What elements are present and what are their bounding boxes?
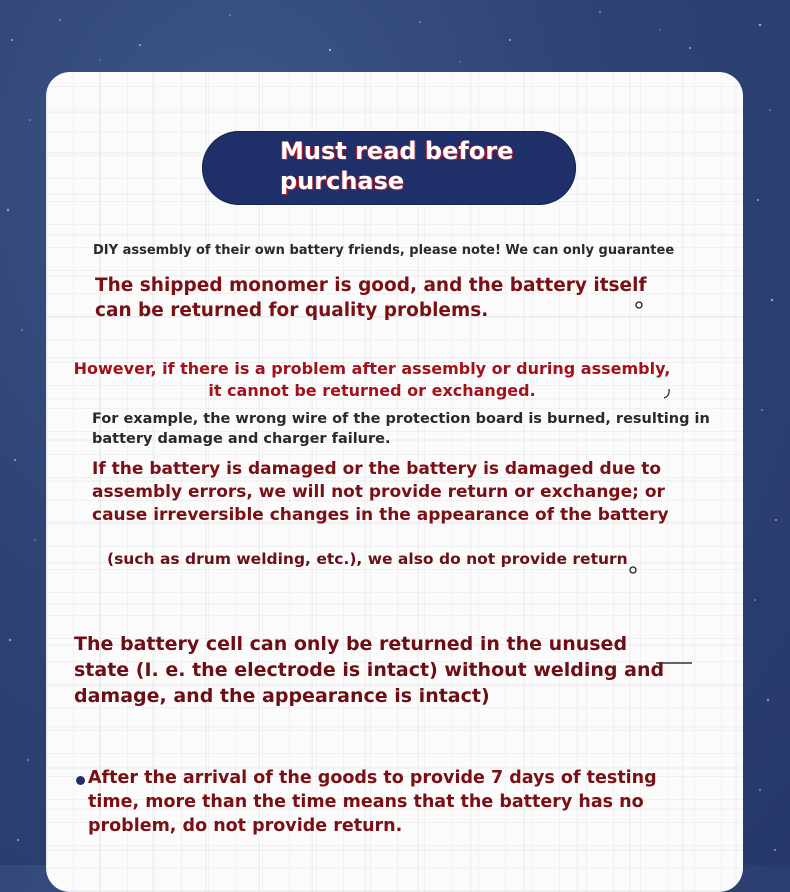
guarantee-text: The shipped monomer is good, and the battery itself can be returned for quality problems. xyxy=(95,275,647,321)
small-circle-mark xyxy=(634,300,644,310)
intro-text: DIY assembly of their own battery friends, please note! We can only guarantee xyxy=(93,243,675,258)
dash-mark xyxy=(654,660,694,666)
assembly-warning-text: However, if there is a problem after assembly or during assembly, it cannot be returned or exchanged. xyxy=(73,359,671,400)
testing-time-text: After the arrival of the goods to provide 7 days of testing time, more than the time means that the battery has no problem, do not provide return. xyxy=(88,768,657,836)
damage-policy-text: If the battery is damaged or the battery is damaged due to assembly errors, we will not provide return or exchange; or cause irreversible changes in the appearance of the battery xyxy=(92,459,669,525)
title-banner xyxy=(202,131,576,205)
example-text: For example, the wrong wire of the protection board is burned, resulting in battery damage and charger failure. xyxy=(92,411,710,447)
stroke-mark xyxy=(663,388,671,400)
small-circle-mark xyxy=(628,565,638,575)
unused-policy-text: The battery cell can only be returned in the unused state (I. e. the electrode is intact) without welding and damage, and the appearance is intact) xyxy=(74,633,665,707)
bullet-dot xyxy=(76,776,85,785)
page-title: Must read before purchase xyxy=(280,137,514,195)
welding-note-text: (such as drum welding, etc.), we also do not provide return xyxy=(107,550,628,568)
